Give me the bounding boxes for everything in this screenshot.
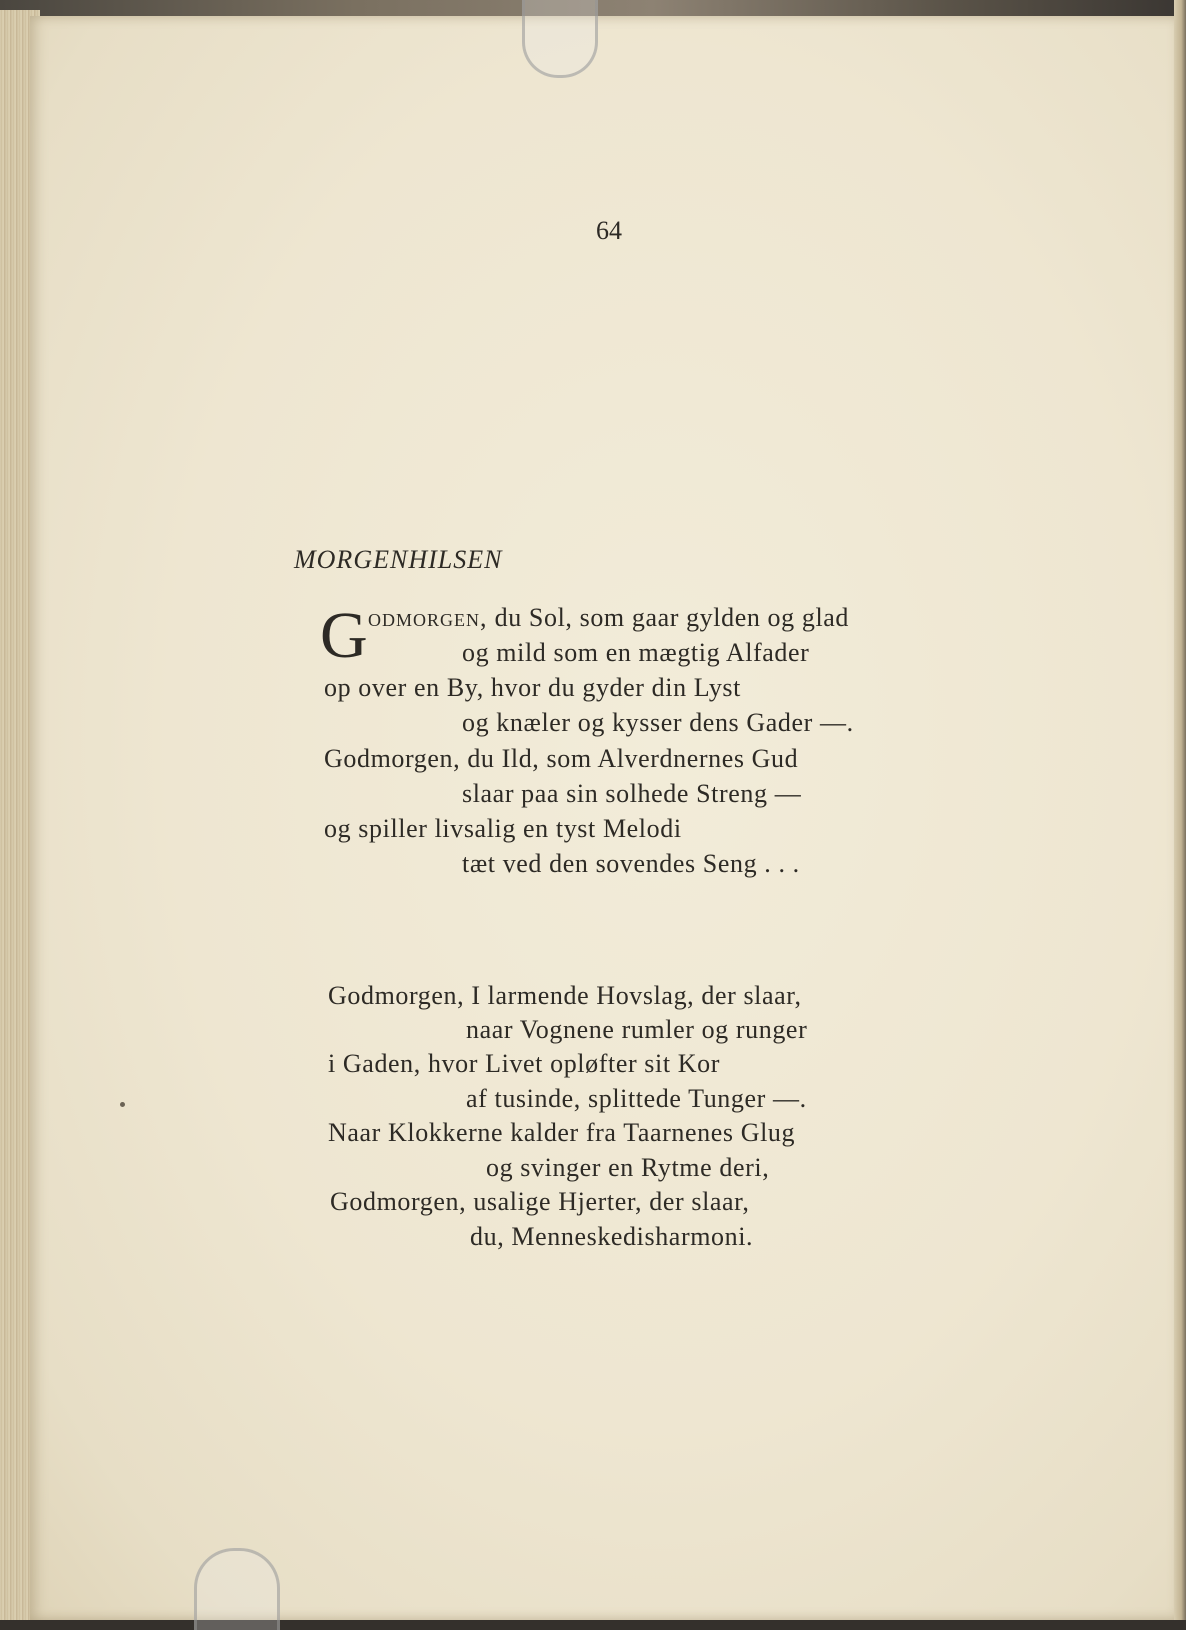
stanza1-line3: op over en By, hvor du gyder din Lyst: [324, 673, 741, 702]
stanza1-line8: tæt ved den sovendes Seng . . .: [462, 849, 800, 878]
book-right-edge: [1174, 0, 1186, 1630]
stanza1-line6: slaar paa sin solhede Streng —: [462, 779, 802, 808]
stanza1-line7: og spiller livsalig en tyst Melodi: [324, 814, 682, 843]
speck-mark: [120, 1102, 125, 1107]
stanza2-line5: Naar Klokkerne kalder fra Taarnenes Glug: [328, 1118, 796, 1147]
stanza2-line4: af tusinde, splittede Tunger —.: [466, 1084, 807, 1113]
stanza1-line4: og knæler og kysser dens Gader —.: [462, 708, 854, 737]
page-number: 64: [596, 216, 622, 245]
stanza2-line6: og svinger en Rytme deri,: [486, 1153, 770, 1182]
stanza1-line5: Godmorgen, du Ild, som Alverdnernes Gud: [324, 744, 799, 773]
stanza1-line2: og mild som en mægtig Alfader: [462, 638, 810, 667]
bottom-page-clip: [194, 1548, 280, 1630]
stanza2-line8: du, Menneskedisharmoni.: [470, 1222, 754, 1251]
stanza2-line2: naar Vognene rumler og runger: [466, 1015, 808, 1044]
top-page-clip: [522, 0, 598, 78]
stanza2-line3: i Gaden, hvor Livet opløfter sit Kor: [328, 1049, 721, 1078]
stanza1-line1-caps: odmorgen,: [368, 603, 488, 632]
stanza1-line1: [368, 602, 849, 634]
drop-cap: G: [320, 599, 368, 672]
stanza2-line7: Godmorgen, usalige Hjerter, der slaar,: [330, 1187, 750, 1216]
stanza1-line1-rest: du Sol, som gaar gylden og glad: [487, 603, 850, 632]
book-bottom-edge: [0, 1620, 1186, 1630]
poem-title: MORGENHILSEN: [294, 545, 503, 574]
stanza2-line1: Godmorgen, I larmende Hovslag, der slaar,: [328, 981, 802, 1010]
